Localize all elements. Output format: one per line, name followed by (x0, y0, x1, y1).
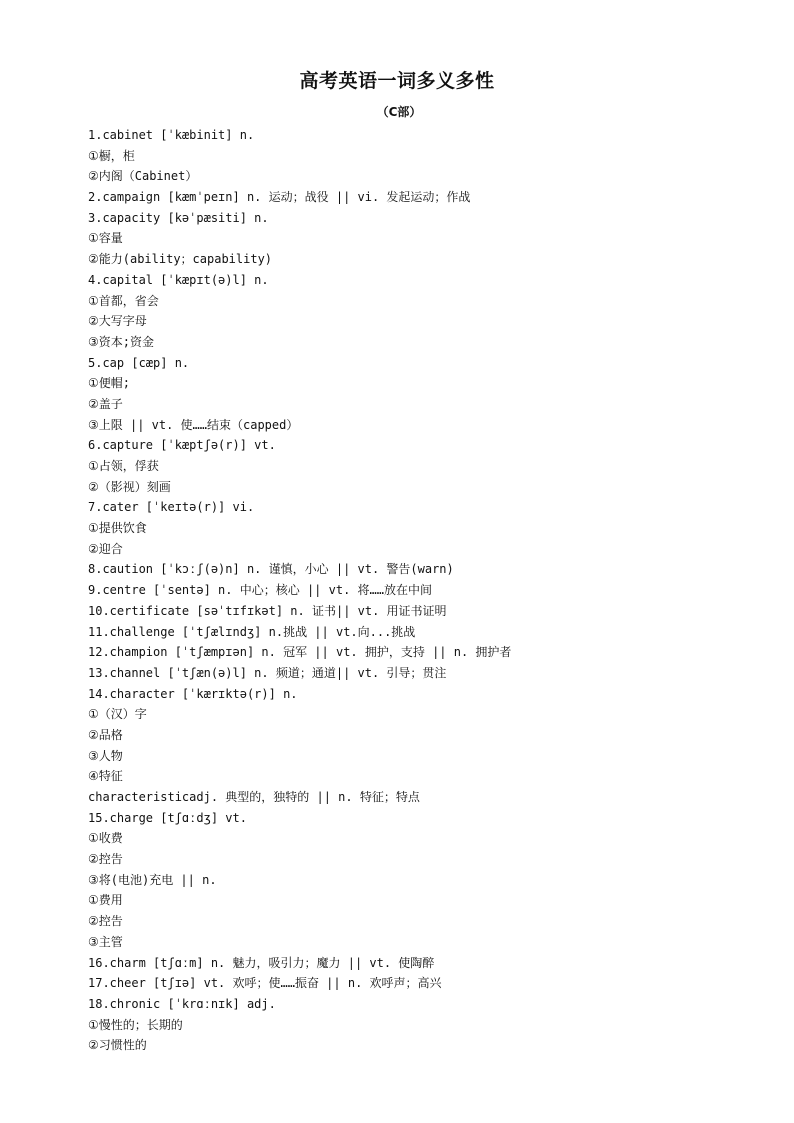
vocabulary-line: ①（汉）字 (88, 707, 147, 722)
vocabulary-line: 6.capture [ˈkæptʃə(r)] vt. (88, 438, 276, 453)
vocabulary-line: ①橱，柜 (88, 148, 135, 163)
vocabulary-line: ④特征 (88, 769, 123, 784)
vocabulary-line: ①费用 (88, 893, 123, 908)
vocabulary-line: ①便帽; (88, 376, 130, 391)
vocabulary-line: 11.challenge [ˈtʃælɪndʒ] n.挑战 || vt.向...挑战 (88, 624, 416, 639)
vocabulary-line: 18.chronic [ˈkrɑːnɪk] adj. (88, 996, 276, 1011)
vocabulary-line: ②（影视）刻画 (88, 479, 171, 494)
vocabulary-line: ②内阁（Cabinet） (88, 169, 198, 184)
vocabulary-line: ①提供饮食 (88, 521, 147, 536)
vocabulary-line: 17.cheer [tʃɪə] vt. 欢呼；使……振奋 || n. 欢呼声；高兴 (88, 976, 442, 991)
vocabulary-line: ③人物 (88, 748, 123, 763)
vocabulary-line: 1.cabinet [ˈkæbinit] n. (88, 128, 255, 142)
vocabulary-line: ①占领，俘获 (88, 459, 159, 473)
vocabulary-line: 2.campaign [kæmˈpeɪn] n. 运动；战役 || vi. 发起运动；作战 (88, 190, 471, 205)
vocabulary-line: ①收费 (88, 831, 123, 846)
vocabulary-line: 4.capital [ˈkæpɪt(ə)l] n. (88, 272, 269, 287)
vocabulary-line: ①容量 (88, 231, 123, 246)
vocabulary-line: ③资本;资金 (88, 334, 154, 349)
vocabulary-line: ②习惯性的 (88, 1038, 147, 1053)
vocabulary-line: 9.centre [ˈsentə] n. 中心；核心 || vt. 将……放在中间 (88, 583, 432, 598)
vocabulary-line: ①慢性的；长期的 (88, 1017, 183, 1032)
vocabulary-line: ②大写字母 (88, 314, 147, 329)
vocabulary-line: ②能力(ability；capability) (88, 252, 273, 267)
vocabulary-line: ①首都，省会 (88, 293, 159, 308)
vocabulary-line: ③将(电池)充电 || n. (88, 872, 217, 887)
vocabulary-line: ③上限 || vt. 使……结束（capped） (88, 417, 299, 432)
vocabulary-line: 15.charge [tʃɑːdʒ] vt. (88, 810, 247, 825)
vocabulary-line: 5.cap [cæp] n. (88, 355, 190, 370)
vocabulary-list (88, 125, 778, 1056)
page-subtitle: （C部） (376, 105, 422, 119)
vocabulary-line: 10.certificate [səˈtɪfɪkət] n. 证书|| vt. 用证书证明 (88, 603, 447, 618)
vocabulary-line: characteristicadj. 典型的，独特的 || n. 特征；特点 (88, 790, 420, 804)
page-title: 高考英语一词多义多性 (299, 70, 495, 92)
vocabulary-line: ②控告 (88, 852, 123, 867)
vocabulary-line: 14.character [ˈkærɪktə(r)] n. (88, 686, 298, 701)
vocabulary-line: ②迎合 (88, 541, 123, 556)
vocabulary-line: ②盖子 (88, 396, 123, 411)
vocabulary-line: ③主管 (88, 934, 123, 949)
vocabulary-line: 8.caution [ˈkɔːʃ(ə)n] n. 谨慎，小心 || vt. 警告(warn) (88, 562, 454, 577)
vocabulary-line: 3.capacity [kəˈpæsiti] n. (88, 210, 269, 225)
vocabulary-line: 12.champion [ˈtʃæmpɪən] n. 冠军 || vt. 拥护，支持 || n. 拥护者 (88, 645, 512, 660)
vocabulary-line: 13.channel [ˈtʃæn(ə)l] n. 频道；通道|| vt. 引导；贯注 (88, 665, 447, 680)
vocabulary-line: 7.cater [ˈkeɪtə(r)] vi. (88, 500, 255, 515)
vocabulary-line: ②品格 (88, 727, 123, 742)
vocabulary-line: ②控告 (88, 914, 123, 929)
vocabulary-line: 16.charm [tʃɑːm] n. 魅力，吸引力；魔力 || vt. 使陶醉 (88, 955, 435, 970)
